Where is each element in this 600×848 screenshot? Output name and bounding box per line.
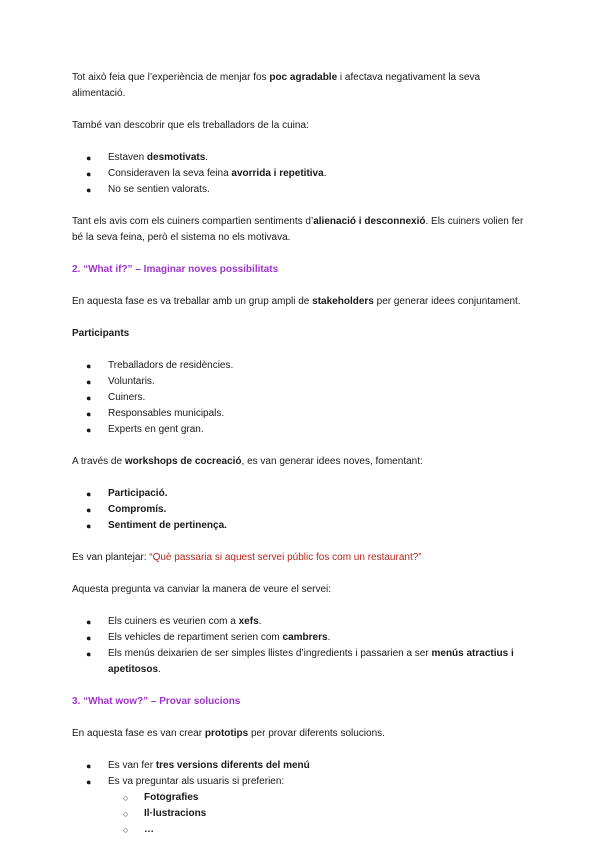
bullet-icon: ● <box>86 505 92 515</box>
participants-heading: Participants <box>72 328 130 339</box>
list-item: ● Voluntaris. <box>72 374 528 390</box>
hollow-bullet-icon: ○ <box>123 809 129 819</box>
list-item: ● Estaven desmotivats. <box>72 150 528 166</box>
hollow-bullet-icon: ○ <box>123 793 129 803</box>
paragraph-alienation: Tant els avis com els cuiners compartien sentiments d’alienació i desconnexió. Els cuiners volien fer bé la seva feina, però el sistema no els motivava. <box>72 216 524 243</box>
bullet-icon: ● <box>86 777 92 787</box>
list-item: ● Els menús deixarien de ser simples llistes d’ingredients i passarien a ser menús atractius i apetitosos. <box>86 648 514 675</box>
bullet-icon: ● <box>86 409 92 419</box>
list-worker-feelings <box>72 150 528 198</box>
bullet-icon: ● <box>86 377 92 387</box>
paragraph-workshops: A través de workshops de cocreació, es van generar idees noves, fomentant: <box>72 456 423 467</box>
section-heading-what-wow: 3. “What wow?” – Provar solucions <box>72 696 241 707</box>
list-item: ● Els cuiners es veurien com a xefs. <box>72 614 528 630</box>
bullet-icon: ● <box>86 185 92 195</box>
paragraph-kitchen-workers: També van descobrir que els treballadors de la cuina: <box>72 120 309 131</box>
bullet-icon: ● <box>86 649 92 659</box>
sublist-menu-options <box>72 790 528 838</box>
section-heading-what-if: 2. “What if?” – Imaginar noves possibilitats <box>72 264 279 275</box>
list-item: ● No se sentien valorats. <box>72 182 528 198</box>
list-participants <box>72 358 528 438</box>
bullet-icon: ● <box>86 761 92 771</box>
paragraph-stakeholders: En aquesta fase es va treballar amb un grup ampli de stakeholders per generar idees conjuntament. <box>72 296 521 307</box>
list-item: ● Responsables municipals. <box>72 406 528 422</box>
list-outcomes <box>72 486 528 534</box>
bullet-icon: ● <box>86 169 92 179</box>
list-prototype-tests <box>72 758 528 790</box>
list-item: ● Experts en gent gran. <box>72 422 528 438</box>
list-item: ● Sentiment de pertinença. <box>72 518 528 534</box>
list-item: ○ Fotografies <box>72 790 528 806</box>
bullet-icon: ● <box>86 489 92 499</box>
list-item: ● Participació. <box>72 486 528 502</box>
list-item: ● Consideraven la seva feina avorrida i repetitiva. <box>72 166 528 182</box>
paragraph-change-view: Aquesta pregunta va canviar la manera de veure el servei: <box>72 584 332 595</box>
list-item: ● Treballadors de residències. <box>72 358 528 374</box>
list-item: ● Els vehicles de repartiment serien com cambrers. <box>72 630 528 646</box>
list-item: ● Cuiners. <box>72 390 528 406</box>
list-item: ● Compromís. <box>72 502 528 518</box>
hollow-bullet-icon: ○ <box>123 825 129 835</box>
list-restaurant-metaphor <box>72 614 528 678</box>
list-item: ○ Il·lustracions <box>72 806 528 822</box>
bullet-icon: ● <box>86 425 92 435</box>
paragraph-question: Es van plantejar: “Què passaria si aquest servei públic fos com un restaurant?” <box>72 552 422 563</box>
bullet-icon: ● <box>86 617 92 627</box>
bullet-icon: ● <box>86 521 92 531</box>
list-item: ● Es va preguntar als usuaris si preferien: <box>72 774 528 790</box>
question-quote: “Què passaria si aquest servei públic fos com un restaurant?” <box>149 552 422 563</box>
paragraph-prototypes: En aquesta fase es van crear prototips per provar diferents solucions. <box>72 728 385 739</box>
paragraph-food-experience: Tot això feia que l’experiència de menjar fos poc agradable i afectava negativament la seva alimentació. <box>72 72 481 99</box>
bullet-icon: ● <box>86 633 92 643</box>
list-item: ● Es van fer tres versions diferents del menú <box>72 758 528 774</box>
bullet-icon: ● <box>86 393 92 403</box>
bullet-icon: ● <box>86 153 92 163</box>
list-item: ○ … <box>72 822 528 838</box>
bullet-icon: ● <box>86 361 92 371</box>
